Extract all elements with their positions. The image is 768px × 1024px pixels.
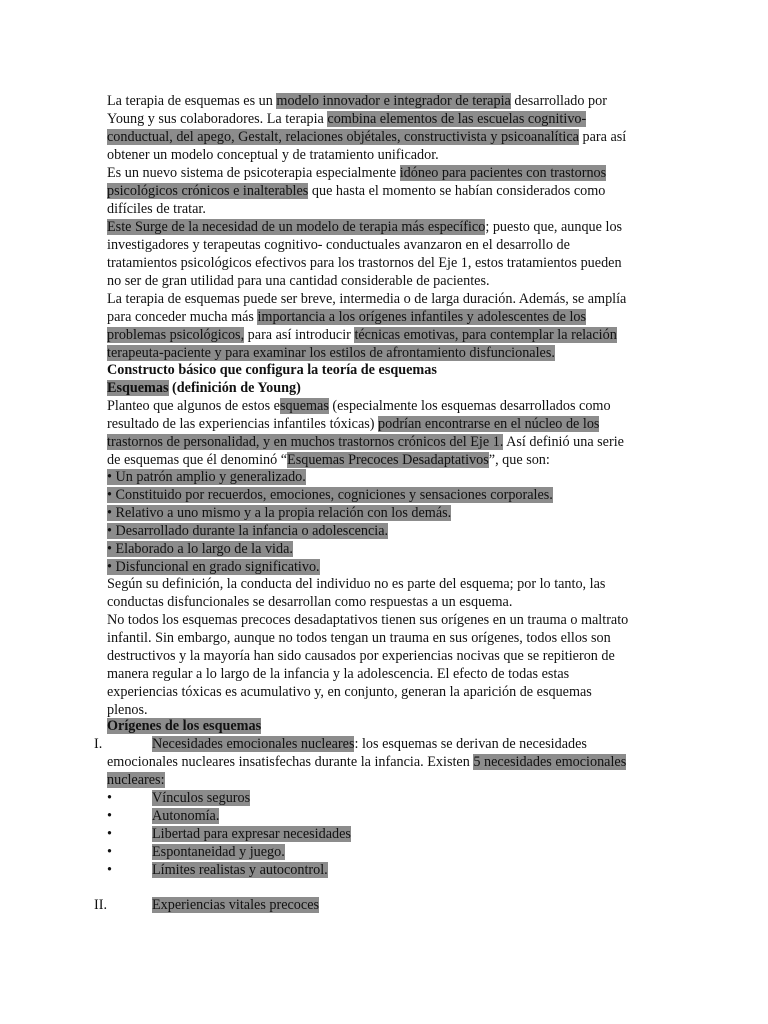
p1-line-1 (107, 92, 607, 110)
p7-line-1: No todos los esquemas precoces desadaptativos tienen sus orígenes en un trauma o maltrato (107, 612, 629, 628)
p7-line-5: experiencias tóxicas es acumulativo y, en conjunto, generan la aparición de esquemas (107, 684, 592, 700)
highlighted-text: • Disfuncional en grado significativo. (107, 559, 320, 575)
highlighted-text: • Desarrollado durante la infancia o adolescencia. (107, 523, 389, 539)
text: ; puesto que, aunque los (485, 219, 623, 235)
p5-line-4 (107, 451, 550, 469)
bullet-item (107, 486, 553, 504)
highlighted-text: nucleares: (107, 772, 165, 788)
p1-line-4: obtener un modelo conceptual y de tratamiento unificador. (107, 147, 439, 163)
p3-line-2: investigadores y terapeutas cognitivo- conductuales avanzaron en el desarrollo de (107, 237, 570, 253)
bullet-item (107, 522, 388, 540)
highlighted-text: Esquemas (107, 380, 169, 396)
text: Así definió una serie (503, 434, 624, 450)
highlighted-text: Espontaneidad y juego. (152, 844, 285, 860)
p3-line-1 (107, 218, 622, 236)
text: La terapia de esquemas es un (107, 93, 277, 109)
section-1-line-1 (152, 735, 587, 753)
highlighted-text: problemas psicológicos, (107, 327, 245, 343)
text: de esquemas que él denominó “ (107, 452, 288, 468)
text: para conceder mucha más (107, 309, 258, 325)
p4-line-2 (107, 308, 586, 326)
highlighted-text: Vínculos seguros (152, 790, 251, 806)
bullet-item (107, 504, 451, 522)
bullet-item (107, 540, 293, 558)
highlighted-text: • Relativo a uno mismo y a la propia relación con los demás. (107, 505, 452, 521)
p6-line-2: conductas disfuncionales se desarrollan como respuestas a un esquema. (107, 594, 513, 610)
text: (definición de Young) (168, 380, 301, 396)
text: Young y sus colaboradores. La terapia (107, 111, 328, 127)
list-bullet: • (107, 826, 112, 842)
highlighted-text: • Un patrón amplio y generalizado. (107, 469, 306, 485)
text: Planteo que algunos de estos e (107, 398, 280, 414)
highlighted-text: 5 necesidades emocionales (473, 754, 627, 770)
section-number: I. (94, 736, 103, 752)
section-1-line-3 (107, 771, 165, 789)
text: emocionales nucleares insatisfechas durante la infancia. Existen (107, 754, 474, 770)
highlighted-text: importancia a los orígenes infantiles y adolescentes de los (257, 309, 587, 325)
highlighted-text: terapeuta-paciente y para examinar los estilos de afrontamiento disfuncionales. (107, 345, 555, 361)
highlighted-text: Orígenes de los esquemas (107, 718, 262, 734)
need-item (152, 861, 328, 879)
bullet-item (107, 558, 320, 576)
p5-line-1 (107, 397, 611, 415)
list-bullet: • (107, 808, 112, 824)
p6-line-1: Según su definición, la conducta del individuo no es parte del esquema; por lo tanto, las (107, 576, 606, 592)
list-bullet: • (107, 790, 112, 806)
highlighted-text: Límites realistas y autocontrol. (152, 862, 328, 878)
section-1-line-2 (107, 753, 626, 771)
highlighted-text: Este Surge de la necesidad de un modelo de terapia más específico (107, 219, 486, 235)
highlighted-text: Libertad para expresar necesidades (152, 826, 351, 842)
bullet-item (107, 468, 306, 486)
text: para así (578, 129, 627, 145)
highlighted-text: Esquemas Precoces Desadaptativos (287, 452, 489, 468)
p7-line-2: infantil. Sin embargo, aunque no todos tengan un trauma en sus orígenes, todos ellos son (107, 630, 611, 646)
highlighted-text: conductual, del apego, Gestalt, relaciones objétales, constructivista y psicoanalítica (107, 129, 579, 145)
list-bullet: • (107, 862, 112, 878)
text: desarrollado por (510, 93, 607, 109)
p7-line-3: destructivos y la mayoría han sido causados por experiencias nocivas que se repitieron de (107, 648, 615, 664)
list-bullet: • (107, 844, 112, 860)
p1-line-2 (107, 110, 586, 128)
p2-line-2 (107, 182, 605, 200)
highlighted-text: idóneo para pacientes con trastornos (399, 165, 607, 181)
section-2-label (152, 896, 319, 914)
text: Es un nuevo sistema de psicoterapia especialmente (107, 165, 400, 181)
p7-line-4: manera regular a lo largo de la infancia y la adolescencia. El efecto de todas estas (107, 666, 570, 682)
highlighted-text: Necesidades emocionales nucleares (152, 736, 355, 752)
text: para así introducir (244, 327, 355, 343)
p5-line-3 (107, 433, 624, 451)
need-item (152, 843, 285, 861)
need-item (152, 825, 351, 843)
highlighted-text: psicológicos crónicos e inalterables (107, 183, 309, 199)
p3-line-4: no ser de gran utilidad para una cantidad considerable de pacientes. (107, 273, 490, 289)
p2-line-3: difíciles de tratar. (107, 201, 206, 217)
heading-esquemas (107, 379, 301, 397)
text: ”, que son: (488, 452, 550, 468)
highlighted-text: • Constituido por recuerdos, emociones, cogniciones y sensaciones corporales. (107, 487, 553, 503)
section-number: II. (94, 897, 107, 913)
highlighted-text: squemas (279, 398, 329, 414)
highlighted-text: trastornos de personalidad, y en muchos trastornos crónicos del Eje 1. (107, 434, 504, 450)
text: : los esquemas se derivan de necesidades (354, 736, 587, 752)
highlighted-text: Experiencias vitales precoces (152, 897, 320, 913)
highlighted-text: • Elaborado a lo largo de la vida. (107, 541, 293, 557)
p4-line-1: La terapia de esquemas puede ser breve, intermedia o de larga duración. Además, se amplía (107, 291, 627, 307)
need-item (152, 807, 219, 825)
need-item (152, 789, 250, 807)
p3-line-3: tratamientos psicológicos efectivos para los trastornos del Eje 1, estos tratamientos pueden (107, 255, 622, 271)
text: (especialmente los esquemas desarrollados como (328, 398, 611, 414)
highlighted-text: Autonomía. (152, 808, 220, 824)
p4-line-3 (107, 326, 617, 344)
p7-line-6: plenos. (107, 702, 148, 718)
highlighted-text: técnicas emotivas, para contemplar la relación (354, 327, 617, 343)
highlighted-text: podrían encontrarse en el núcleo de los (378, 416, 600, 432)
heading-constructo: Constructo básico que configura la teoría de esquemas (107, 362, 437, 378)
heading-origenes (107, 717, 261, 735)
text: resultado de las experiencias infantiles tóxicas) (107, 416, 379, 432)
p5-line-2 (107, 415, 599, 433)
p4-line-4 (107, 344, 555, 362)
highlighted-text: combina elementos de las escuelas cognitivo- (327, 111, 587, 127)
highlighted-text: modelo innovador e integrador de terapia (276, 93, 511, 109)
text: que hasta el momento se habían considerados como (308, 183, 606, 199)
p1-line-3 (107, 128, 626, 146)
p2-line-1 (107, 164, 606, 182)
